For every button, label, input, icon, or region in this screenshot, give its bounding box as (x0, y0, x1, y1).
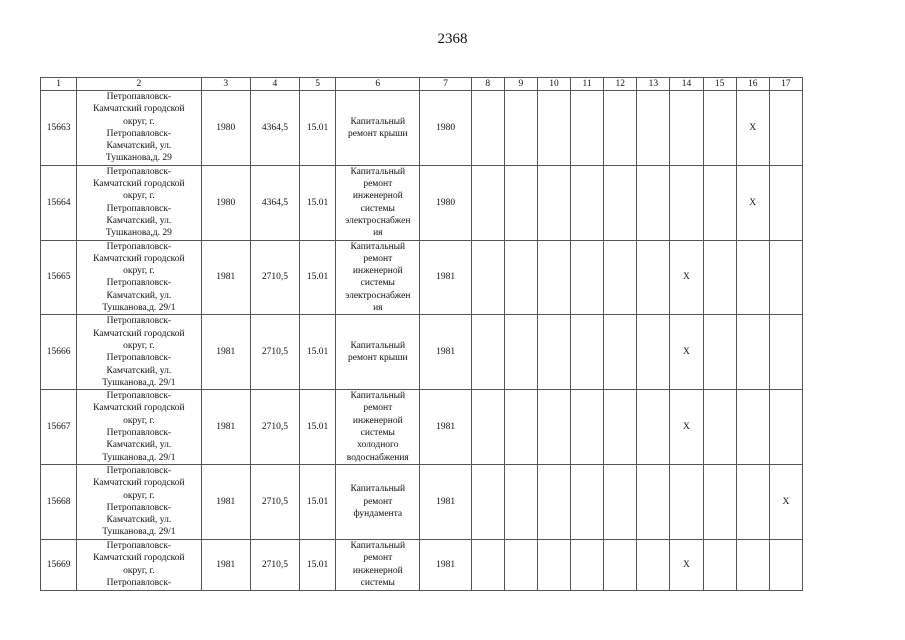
column-header-2: 2 (77, 78, 201, 91)
address-cell-line: Петропавловск- (106, 465, 172, 476)
table-body (41, 91, 803, 591)
address-cell-line: округ, г. (123, 266, 155, 277)
mark-cell-col-13 (637, 390, 670, 465)
area-cell: 2710,5 (250, 464, 299, 539)
area-cell: 2710,5 (250, 539, 299, 590)
address-cell (77, 315, 201, 390)
address-cell-line: Петропавловск- (106, 241, 172, 252)
work-type-cell (336, 91, 420, 166)
repair-schedule-table (40, 77, 803, 591)
column-header-16: 16 (736, 78, 769, 91)
mark-cell-col-11 (571, 464, 604, 539)
address-cell-line: Камчатский, ул. (106, 515, 172, 526)
address-cell-line: Петропавловск- (106, 92, 172, 102)
mark-cell-col-15 (703, 315, 736, 390)
work-type-cell-line: ремонт (363, 403, 393, 414)
mark-cell-col-8 (471, 165, 504, 240)
mark-cell-col-15 (703, 165, 736, 240)
address-cell (77, 165, 201, 240)
address-cell-line: Петропавловск- (106, 541, 172, 552)
work-type-cell-line: Капитальный (350, 241, 406, 252)
work-type-cell-line: Капитальный (350, 116, 406, 127)
work-type-cell (336, 390, 420, 465)
mark-cell-col-16 (736, 240, 769, 315)
column-header-15: 15 (703, 78, 736, 91)
address-cell-line: Камчатский городской (93, 179, 185, 190)
address-cell-line: Камчатский городской (93, 104, 185, 115)
mark-cell-col-13 (637, 240, 670, 315)
address-cell-line: Петропавловск- (106, 428, 172, 439)
address-cell (77, 240, 201, 315)
build-year-cell: 1980 (201, 165, 250, 240)
column-header-5: 5 (300, 78, 336, 91)
mark-cell-col-14 (670, 165, 703, 240)
work-type-cell-line: Капитальный (350, 541, 406, 552)
mark-cell-col-9 (504, 165, 537, 240)
mark-cell-col-17 (769, 91, 802, 166)
mark-cell-col-8 (471, 390, 504, 465)
area-cell: 2710,5 (250, 390, 299, 465)
column-header-9: 9 (504, 78, 537, 91)
mark-cell-col-11 (571, 165, 604, 240)
work-type-cell-line: системы (360, 203, 395, 214)
mark-cell-col-12 (604, 165, 637, 240)
address-cell-line: округ, г. (123, 490, 155, 501)
work-type-cell-line: ия (373, 303, 383, 314)
build-year-cell: 1981 (201, 390, 250, 465)
table-row (41, 464, 803, 539)
mark-cell-col-14 (670, 91, 703, 166)
page-number: 2368 (437, 31, 468, 47)
column-header-11: 11 (571, 78, 604, 91)
mark-cell-col-12 (604, 464, 637, 539)
mark-cell-col-15 (703, 91, 736, 166)
mark-cell-col-10 (537, 91, 570, 166)
area-cell: 4364,5 (250, 91, 299, 166)
row-id: 15666 (41, 315, 77, 390)
build-year-cell: 1981 (201, 539, 250, 590)
mark-cell-col-12 (604, 390, 637, 465)
row-id: 15668 (41, 464, 77, 539)
table-row (41, 539, 803, 590)
plan-year-cell: 1981 (420, 539, 471, 590)
row-id: 15669 (41, 539, 77, 590)
plan-year-cell: 1981 (420, 390, 471, 465)
column-header-8: 8 (471, 78, 504, 91)
mark-cell-col-11 (571, 539, 604, 590)
mark-cell-col-15 (703, 390, 736, 465)
plan-year-cell: 1981 (420, 315, 471, 390)
column-header-3: 3 (201, 78, 250, 91)
row-id: 15665 (41, 240, 77, 315)
mark-cell-col-9 (504, 390, 537, 465)
mark-cell-col-12 (604, 315, 637, 390)
mark-cell-col-15 (703, 464, 736, 539)
mark-cell-col-16: X (736, 91, 769, 166)
column-header-6: 6 (336, 78, 420, 91)
work-type-cell-line: Капитальный (350, 484, 406, 495)
mark-cell-col-8 (471, 464, 504, 539)
column-header-13: 13 (637, 78, 670, 91)
address-cell-line: Камчатский, ул. (106, 440, 172, 451)
mark-cell-col-15 (703, 240, 736, 315)
address-cell-line: Тушканова,д. 29/1 (102, 303, 176, 314)
code-cell: 15.01 (300, 390, 336, 465)
table-row (41, 165, 803, 240)
mark-cell-col-17 (769, 539, 802, 590)
row-id: 15664 (41, 165, 77, 240)
work-type-cell-line: системы (360, 428, 395, 439)
area-cell: 4364,5 (250, 165, 299, 240)
address-cell-line: Петропавловск- (106, 391, 172, 402)
mark-cell-col-14: X (670, 390, 703, 465)
mark-cell-col-8 (471, 539, 504, 590)
work-type-cell (336, 315, 420, 390)
column-header-7: 7 (420, 78, 471, 91)
work-type-cell-line: ремонт крыши (348, 128, 408, 139)
mark-cell-col-10 (537, 390, 570, 465)
address-cell-line: округ, г. (123, 415, 155, 426)
mark-cell-col-9 (504, 240, 537, 315)
mark-cell-col-8 (471, 240, 504, 315)
plan-year-cell: 1981 (420, 464, 471, 539)
column-header-10: 10 (537, 78, 570, 91)
address-cell-line: Камчатский, ул. (106, 290, 172, 301)
code-cell: 15.01 (300, 315, 336, 390)
work-type-cell-line: водоснабжения (346, 452, 409, 463)
mark-cell-col-16 (736, 464, 769, 539)
mark-cell-col-17: X (769, 464, 802, 539)
mark-cell-col-12 (604, 240, 637, 315)
address-cell-line: Камчатский городской (93, 478, 185, 489)
address-cell-line: Петропавловск- (106, 316, 172, 327)
table-row (41, 315, 803, 390)
address-cell-line: Тушканова,д. 29/1 (102, 377, 176, 388)
address-cell-line: Тушканова,д. 29/1 (102, 452, 176, 463)
mark-cell-col-11 (571, 315, 604, 390)
mark-cell-col-10 (537, 315, 570, 390)
code-cell: 15.01 (300, 165, 336, 240)
mark-cell-col-13 (637, 315, 670, 390)
work-type-cell-line: Капитальный (350, 340, 406, 351)
address-cell-line: Камчатский городской (93, 553, 185, 564)
column-header-4: 4 (250, 78, 299, 91)
column-header-14: 14 (670, 78, 703, 91)
address-cell-line: Петропавловск- (106, 128, 172, 139)
mark-cell-col-12 (604, 539, 637, 590)
mark-cell-col-17 (769, 240, 802, 315)
work-type-cell-line: электроснабжен (345, 215, 411, 226)
work-type-cell-line: инженерной (352, 415, 403, 426)
work-type-cell-line: системы (360, 278, 395, 289)
address-cell (77, 390, 201, 465)
column-header-12: 12 (604, 78, 637, 91)
work-type-cell (336, 539, 420, 590)
mark-cell-col-11 (571, 240, 604, 315)
mark-cell-col-10 (537, 539, 570, 590)
mark-cell-col-14 (670, 464, 703, 539)
mark-cell-col-8 (471, 91, 504, 166)
mark-cell-col-13 (637, 464, 670, 539)
address-cell-line: Петропавловск- (106, 166, 172, 177)
code-cell: 15.01 (300, 539, 336, 590)
address-cell (77, 539, 201, 590)
plan-year-cell: 1980 (420, 165, 471, 240)
work-type-cell-line: Капитальный (350, 391, 406, 402)
address-cell (77, 464, 201, 539)
code-cell: 15.01 (300, 464, 336, 539)
mark-cell-col-14: X (670, 539, 703, 590)
address-cell-line: Петропавловск- (106, 577, 172, 588)
plan-year-cell: 1981 (420, 240, 471, 315)
table-row (41, 240, 803, 315)
table-row (41, 91, 803, 166)
work-type-cell-line: инженерной (352, 565, 403, 576)
build-year-cell: 1981 (201, 240, 250, 315)
work-type-cell-line: ремонт (363, 253, 393, 264)
mark-cell-col-16 (736, 539, 769, 590)
address-cell-line: округ, г. (123, 565, 155, 576)
address-cell-line: округ, г. (123, 116, 155, 127)
table-row (41, 390, 803, 465)
work-type-cell-line: инженерной (352, 266, 403, 277)
work-type-cell (336, 165, 420, 240)
mark-cell-col-16 (736, 315, 769, 390)
mark-cell-col-9 (504, 539, 537, 590)
address-cell-line: Петропавловск- (106, 203, 172, 214)
mark-cell-col-16 (736, 390, 769, 465)
mark-cell-col-8 (471, 315, 504, 390)
mark-cell-col-17 (769, 390, 802, 465)
build-year-cell: 1981 (201, 464, 250, 539)
work-type-cell-line: системы (360, 577, 395, 588)
work-type-cell (336, 464, 420, 539)
address-cell-line: округ, г. (123, 191, 155, 202)
work-type-cell-line: ремонт крыши (348, 353, 408, 364)
mark-cell-col-9 (504, 91, 537, 166)
address-cell-line: Петропавловск- (106, 353, 172, 364)
address-cell-line: Петропавловск- (106, 502, 172, 513)
mark-cell-col-11 (571, 91, 604, 166)
address-cell-line: Тушканова,д. 29 (105, 228, 172, 239)
work-type-cell-line: фундамента (353, 508, 403, 519)
header-row (41, 78, 803, 91)
mark-cell-col-17 (769, 165, 802, 240)
mark-cell-col-13 (637, 91, 670, 166)
work-type-cell-line: ремонт (363, 553, 393, 564)
row-id: 15663 (41, 91, 77, 166)
mark-cell-col-14: X (670, 240, 703, 315)
mark-cell-col-12 (604, 91, 637, 166)
mark-cell-col-13 (637, 165, 670, 240)
work-type-cell-line: инженерной (352, 191, 403, 202)
column-header-17: 17 (769, 78, 802, 91)
mark-cell-col-10 (537, 165, 570, 240)
mark-cell-col-9 (504, 464, 537, 539)
address-cell-line: Камчатский городской (93, 403, 185, 414)
mark-cell-col-14: X (670, 315, 703, 390)
address-cell-line: Тушканова,д. 29 (105, 153, 172, 164)
area-cell: 2710,5 (250, 240, 299, 315)
work-type-cell-line: электроснабжен (345, 290, 411, 301)
work-type-cell-line: Капитальный (350, 166, 406, 177)
mark-cell-col-13 (637, 539, 670, 590)
address-cell-line: округ, г. (123, 340, 155, 351)
area-cell: 2710,5 (250, 315, 299, 390)
address-cell-line: Камчатский, ул. (106, 365, 172, 376)
mark-cell-col-10 (537, 240, 570, 315)
work-type-cell-line: ремонт (363, 496, 393, 507)
code-cell: 15.01 (300, 91, 336, 166)
work-type-cell (336, 240, 420, 315)
mark-cell-col-9 (504, 315, 537, 390)
mark-cell-col-16: X (736, 165, 769, 240)
address-cell-line: Петропавловск- (106, 278, 172, 289)
work-type-cell-line: ия (373, 228, 383, 239)
address-cell-line: Камчатский, ул. (106, 141, 172, 152)
mark-cell-col-15 (703, 539, 736, 590)
build-year-cell: 1981 (201, 315, 250, 390)
build-year-cell: 1980 (201, 91, 250, 166)
address-cell (77, 91, 201, 166)
work-type-cell-line: холодного (357, 440, 399, 451)
row-id: 15667 (41, 390, 77, 465)
address-cell-line: Камчатский городской (93, 328, 185, 339)
mark-cell-col-10 (537, 464, 570, 539)
work-type-cell-line: ремонт (363, 179, 393, 190)
mark-cell-col-11 (571, 390, 604, 465)
address-cell-line: Тушканова,д. 29/1 (102, 527, 176, 538)
mark-cell-col-17 (769, 315, 802, 390)
code-cell: 15.01 (300, 240, 336, 315)
column-header-1: 1 (41, 78, 77, 91)
address-cell-line: Камчатский городской (93, 253, 185, 264)
address-cell-line: Камчатский, ул. (106, 215, 172, 226)
plan-year-cell: 1980 (420, 91, 471, 166)
